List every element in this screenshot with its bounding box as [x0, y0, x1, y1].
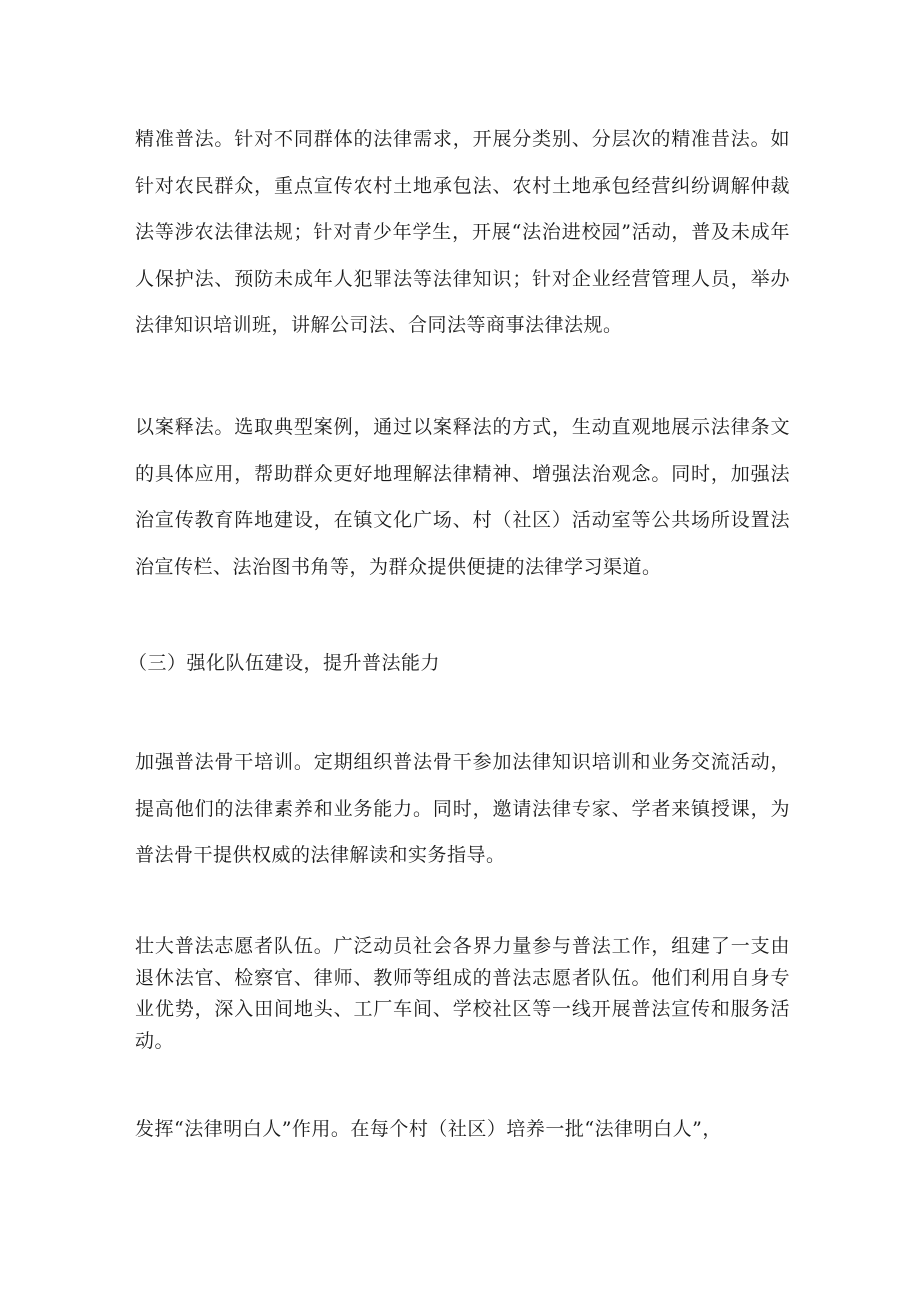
section-heading-team-building: （三）强化队伍建设，提升普法能力 — [128, 652, 441, 674]
paragraph-precise-legal-education: 精准普法。针对不同群体的法律需求，开展分类别、分层次的精准昔法。如针对农民群众，重点宣传农村土地承包法、农村土地承包经营纠纷调解仲裁法等涉农法律法规；针对青少年学生，开展“法治进校园”活动，普及未成年人保护法、预防未成年人犯罪法等法律知识；针对企业经营管理人员，举办法律知识培训班，讲解公司法、合同法等商事法律法规。 — [135, 128, 790, 336]
paragraph-backbone-training: 加强普法骨干培训。定期组织普法骨干参加法律知识培训和业务交流活动，提高他们的法律素养和业务能力。同时，邀请法律专家、学者来镇授课，为普法骨干提供权威的法律解读和实务指导。 — [135, 751, 790, 866]
paragraph-case-interpretation: 以案释法。选取典型案例，通过以案释法的方式，生动直观地展示法律条文的具体应用，帮助群众更好地理解法律精神、增强法治观念。同时，加强法治宣传教育阵地建设，在镇文化广场、村（社区）活动室等公共场所设置法治宣传栏、法治图书角等，为群众提供便捷的法律学习渠道。 — [135, 416, 790, 578]
paragraph-volunteer-team: 壮大普法志愿者队伍。广泛动员社会各界力量参与普法工作，组建了一支由退休法官、检察官、律师、教师等组成的普法志愿者队伍。他们利用自身专业优势，深入田间地头、工厂车间、学校社区等一线开展普法宣传和服务活动。 — [135, 935, 790, 1052]
paragraph-legal-understanding-person: 发挥“法律明白人”作用。在每个村（社区）培养一批“法律明白人”， — [135, 1118, 722, 1140]
